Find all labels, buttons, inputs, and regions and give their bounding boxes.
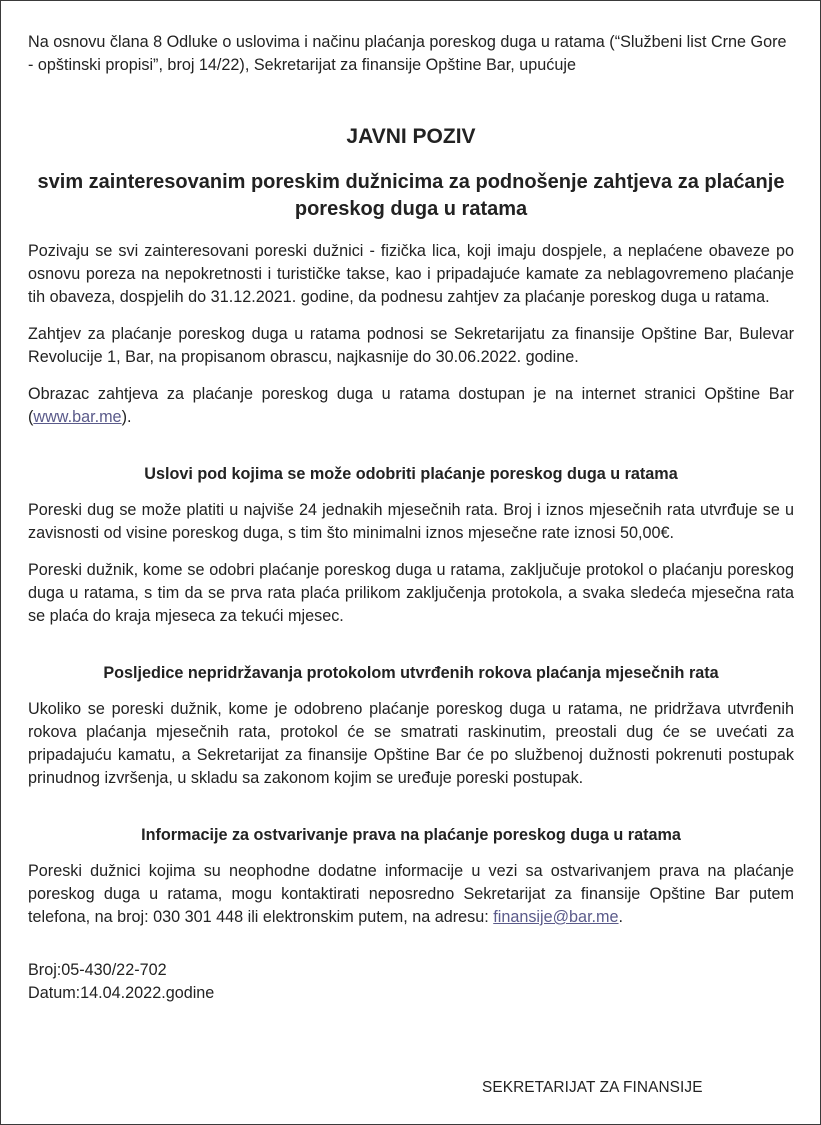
form-availability-closing: ). xyxy=(121,408,132,426)
information-heading: Informacije za ostvarivanje prava na plaćanje poreskog duga u ratama xyxy=(141,826,681,844)
document-footer xyxy=(28,959,794,1005)
form-availability-text: Obrazac zahtjeva za plaćanje poreskog duga u ratama dostupan je na internet stranici Opštine Bar ( xyxy=(28,385,794,426)
consequences-paragraph: Ukoliko se poreski dužnik, kome je odobreno plaćanje poreskog duga u ratama, ne pridržava utvrđenih rokova plaćanja mjesečnih rata, protokol će se smatrati raskinutim, preostali dug će se uvećati za pripadajuću kamatu, a Sekretarijat za finansije Opštine Bar će po službenoj dužnosti pokrenuti postupak prinudnog izvršenja, u skladu sa zakonom kojim se uređuje poreski postupak. xyxy=(28,700,794,787)
conditions-heading: Uslovi pod kojima se može odobriti plaćanje poreskog duga u ratama xyxy=(144,465,678,483)
document-date: Datum:14.04.2022.godine xyxy=(28,984,215,1002)
protocol-paragraph: Poreski dužnik, kome se odobri plaćanje poreskog duga u ratama, zaključuje protokol o plaćanju poreskog duga u ratama, s tim da se prva rata plaća prilikom zaključenja protokola, a svaka sledeća mjesečna rata se plaća do kraja mjeseca za tekući mjesec. xyxy=(28,561,794,625)
intro-paragraph: Na osnovu člana 8 Odluke o uslovima i načinu plaćanja poreskog duga u ratama (“Službeni list Crne Gore - opštinski propisi”, broj 14/22), Sekretarijat za finansije Opštine Bar, upućuje xyxy=(28,33,787,74)
form-availability-paragraph xyxy=(28,383,794,429)
notice-title: JAVNI POZIV xyxy=(346,125,476,148)
contact-text: Poreski dužnici kojima su neophodne dodatne informacije u vezi sa ostvarivanjem prava na plaćanje poreskog duga u ratama, mogu kontaktirati neposredno Sekretarijat za finansije Opštine Bar putem telefona, na broj: 030 301 448 ili elektronskim putem, na adresu: xyxy=(28,862,794,926)
contact-closing: . xyxy=(618,908,624,926)
notice-subtitle: svim zainteresovanim poreskim dužnicima za podnošenje zahtjeva za plaćanje poreskog duga u ratama xyxy=(37,171,785,220)
submission-paragraph: Zahtjev za plaćanje poreskog duga u ratama podnosi se Sekretarijatu za finansije Opštine Bar, Bulevar Revolucije 1, Bar, na propisanom obrascu, najkasnije do 30.06.2022. godine. xyxy=(28,325,794,366)
website-link[interactable]: www.bar.me xyxy=(33,408,122,426)
reference-number: Broj:05-430/22-702 xyxy=(28,961,167,979)
consequences-heading: Posljedice nepridržavanja protokolom utvrđenih rokova plaćanja mjesečnih rata xyxy=(103,664,719,682)
email-link[interactable]: finansije@bar.me xyxy=(493,908,619,926)
signature-block: SEKRETARIJAT ZA FINANSIJE xyxy=(482,1079,703,1096)
invitation-paragraph: Pozivaju se svi zainteresovani poreski dužnici - fizička lica, koji imaju dospjele, a neplaćene obaveze po osnovu poreza na nepokretnosti i turističke takse, kao i pripadajuće kamate za neblagovremeno plaćanje tih obaveza, dospjelih do 31.12.2021. godine, da podnesu zahtjev za plaćanje poreskog duga u ratama. xyxy=(28,242,794,306)
contact-paragraph xyxy=(28,860,794,929)
installments-paragraph: Poreski dug se može platiti u najviše 24 jednakih mjesečnih rata. Broj i iznos mjesečnih rata utvrđuje se u zavisnosti od visine poreskog duga, s tim što minimalni iznos mjesečne rate iznosi 50,00€. xyxy=(28,501,794,542)
